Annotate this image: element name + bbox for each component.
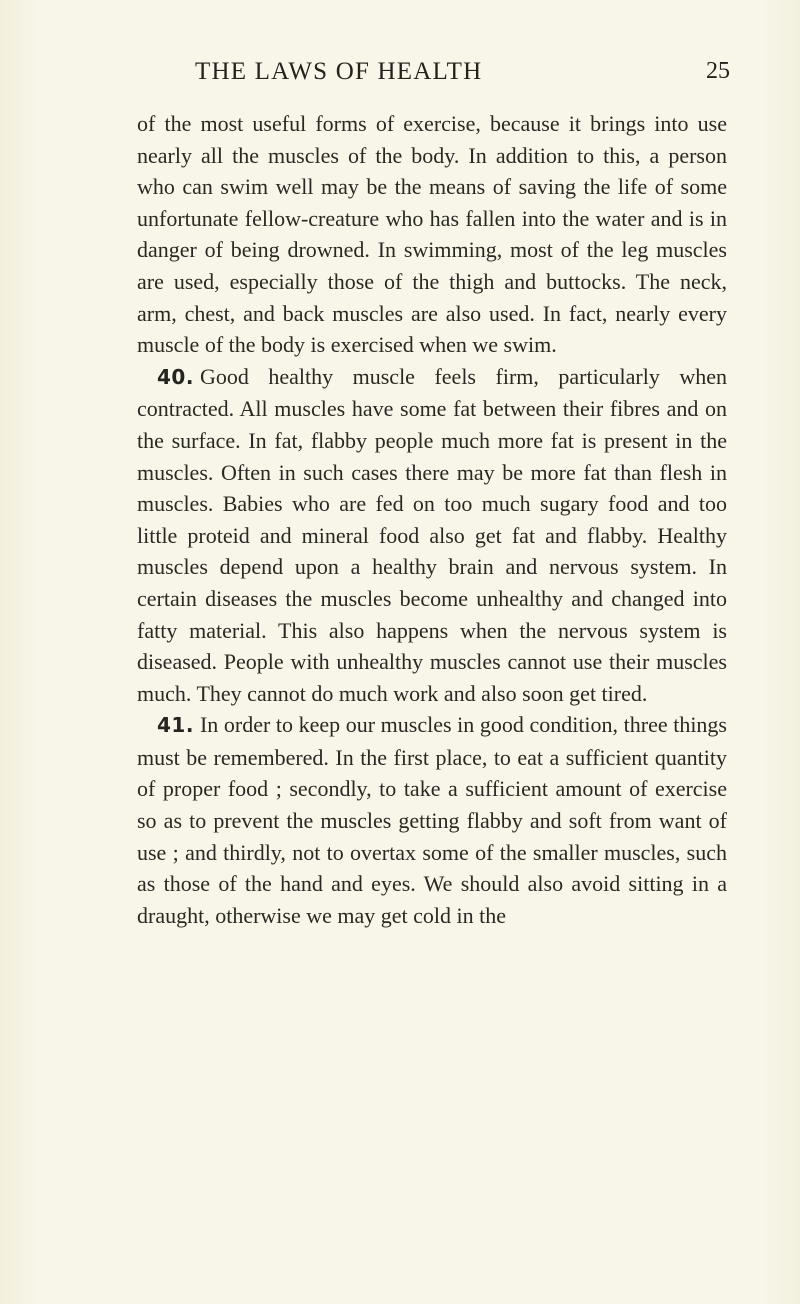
- paragraph-text: In order to keep our muscles in good condition, three things must be remembered. In the first place, to eat a sufficient quantity of proper food ; secondly, to take a sufficient amount of exercise so as to prevent the muscles getting flabby and soft from want of use ; and thirdly, not to overtax some of the smaller muscles, such as those of the hand and eyes. We should also avoid sitting in a draught, otherwise we may get cold in the: [137, 712, 727, 928]
- paragraph-40: [137, 361, 727, 710]
- paragraph-number: 41.: [157, 713, 194, 738]
- paragraph-text: of the most useful forms of exercise, because it brings into use nearly all the muscles of the body. In addition to this, a person who can swim well may be the means of saving the life of some unfortunate fellow-creature who has fallen into the water and is in danger of being drowned. In swimming, most of the leg muscles are used, especially those of the thigh and buttocks. The neck, arm, chest, and back muscles are also used. In fact, nearly every muscle of the body is exercised when we swim.: [137, 111, 727, 358]
- paragraph-text: Good healthy muscle feels firm, particularly when contracted. All muscles have some fat between their fibres and on the surface. In fat, flabby people much more fat is present in the muscles. Often in such cases there may be more fat than flesh in muscles. Babies who are fed on too much sugary food and too little proteid and mineral food also get fat and flabby. Healthy muscles depend upon a healthy brain and nervous system. In certain diseases the muscles become unhealthy and changed into fatty material. This also happens when the nervous system is diseased. People with unhealthy muscles cannot use their muscles much. They cannot do much work and also soon get tired.: [137, 363, 727, 706]
- body-text: [137, 108, 727, 931]
- running-head: [110, 58, 730, 92]
- running-title: THE LAWS OF HEALTH: [195, 58, 483, 85]
- paragraph-number: 40.: [157, 364, 194, 389]
- page-number: 25: [706, 58, 730, 84]
- paragraph-41: [137, 709, 727, 931]
- paragraph-continuation: [137, 108, 727, 361]
